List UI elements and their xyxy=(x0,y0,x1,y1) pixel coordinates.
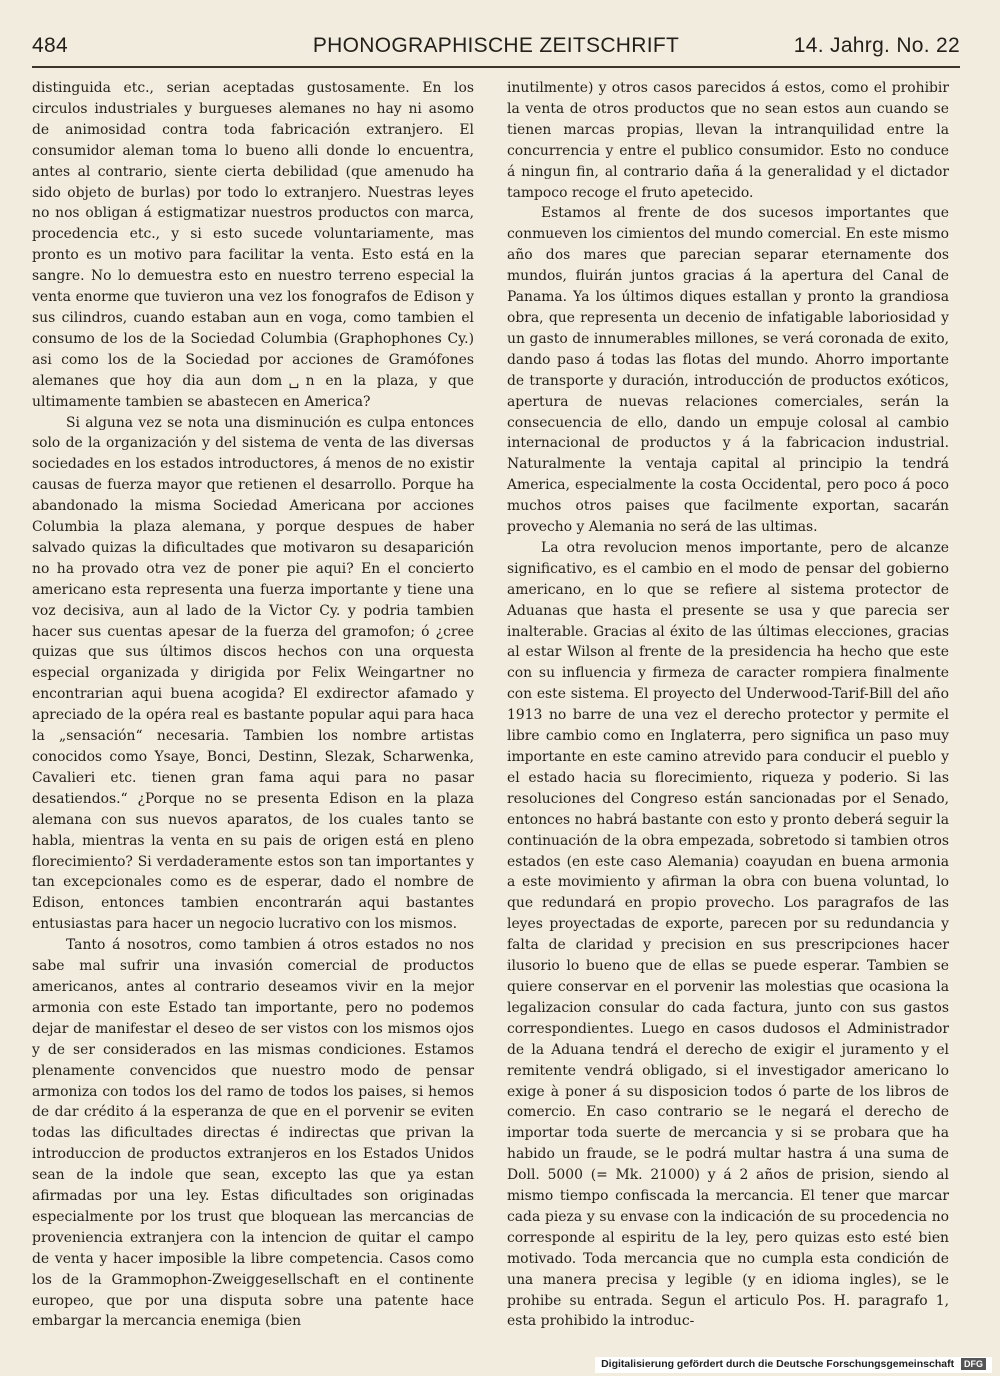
issue-label: 14. Jahrg. No. 22 xyxy=(793,34,960,57)
credit-text: Digitalisierung gefördert durch die Deutsche Forschungsgemeinschaft xyxy=(601,1358,955,1370)
journal-title: PHONOGRAPHISCHE ZEITSCHRIFT xyxy=(312,34,680,57)
right-column xyxy=(507,78,949,1330)
running-header xyxy=(32,34,960,64)
header-rule xyxy=(32,66,960,68)
paragraph: La otra revolucion menos importante, pero de alcanze significativo, es el cambio en el modo de pensar del gobierno americano, en lo que se refiere al sistema protector de Aduanas que hasta el presente se usa y que parecia ser inalterable. Gracias al éxito de las últimas elecciones, gracias al estar Wilson al frente de la presidencia ha hecho que este con su influencia y firmeza de caracter rompiera finalmente con este sistema. El proyecto del Underwood-Tarif-Bill del año 1913 no barre de una vez el derecho protector y permite el libre cambio como en Inglaterra, pero significa un paso muy importante en este camino atrevido para conducir el pueblo y el estado hacia su florecimiento, riqueza y poderio. Si las resoluciones del Congreso están sancionadas por el Senado, entonces no habrá bastante con esto y pronto deberá seguir la continuación de la obra empezada, sobretodo si tambien otros estados (en este caso Alemania) coayudan en buena armonia a este movimiento y afirman la obra con buena voluntad, lo que redundará en propio provecho. Los paragrafos de las leyes proyectadas de exporte, parecen por su redundancia y falta de claridad y precision en sus prescripciones hacer ilusorio lo bueno que de ellas se puede esperar. Tambien se quiere conservar en el porvenir las molestias que ocasiona la legalizacion consular do cada factura, junto con sus gastos correspondientes. Luego en casos dudosos el Administrador de la Aduana tendrá el derecho de exigir el juramento y el remitente vendrá obligado, si el investigador americano lo exige à poner á su disposicion todos ó parte de los libros de comercio. En caso contrario se le negará el derecho de importar toda suerte de mercancia y si se probara que ha habido un fraude, se le podrá multar hastra á una suma de Doll. 5000 (= Mk. 21000) y á 2 años de prision, siendo al mismo tiempo confiscada la mercancia. El tener que marcar cada pieza y su envase con la indicación de su procedencia no corresponde al espiritu de la ley, pero quizas esto esté bien motivado. Toda mercancia que no cumpla esta condición de una manera precisa y legible (y en idioma ingles), se le prohibe su entrada. Segun el articulo Pos. H. paragrafo 1, esta prohibido la introduc- xyxy=(507,539,949,1330)
page-number: 484 xyxy=(32,34,68,57)
paragraph: distinguida etc., serian aceptadas gustosamente. En los circulos industriales y burgueses alemanes no hay ni asomo de animosidad contra toda fabricación extranjero. El consumidor aleman toma lo bueno alli donde lo encuentra, antes al contrario, siente cierta debilidad (que amenudo ha sido objeto de burlas) por todo lo extranjero. Nuestras leyes no nos obligan á estigmatizar nuestros productos con marca, procedencia etc., y si esto sucede voluntariamente, mas pronto es un motivo para facilitar la venta. Esto está en la sangre. No lo demuestra esto en nuestro terreno especial la venta enorme que tuvieron una vez los fonografos de Edison y sus cilindros, cuando estaban aun en voga, como tambien el consumo de los de la Sociedad Columbia (Graphophones Cy.) asi como los de la Sociedad por acciones de Gramófones alemanes que hoy dia aun dom␣n en la plaza, y que ultimamente tambien se abastecen en America? xyxy=(32,80,474,410)
digitization-credit xyxy=(595,1357,992,1373)
paragraph: Tanto á nosotros, como tambien á otros estados no nos sabe mal sufrir una invasión comercial de productos americanos, antes al contrario deseamos vivir en la mejor armonia con este Estado tan importante, pero no podemos dejar de manifestar el deseo de ser vistos con los mismos ojos y de ser considerados en las mismas condiciones. Estamos plenamente convencidos que nuestro modo de pensar armoniza con todos los del ramo de todos los paises, si hemos de dar crédito á la esperanza de que en el porvenir se eviten todas las dificultades directas é indirectas que privan la introduccion de productos extranjeros en los Estados Unidos sean de la indole que sean, excepto las que ya estan afirmadas por una ley. Estas dificultades son originadas especialmente por los trust que bloquean las mercancias de proveniencia extranjera con la intencion de quitar el campo de venta y hacer imposible la libre competencia. Casos como los de la Grammophon-Zweiggesellschaft en el continente europeo, que por una disputa sobre una patente hace embargar la mercancia enemiga (bien xyxy=(32,937,474,1330)
left-column xyxy=(32,78,474,1330)
paragraph: Estamos al frente de dos sucesos importantes que conmueven los cimientos del mundo comercial. En este mismo año dos mares que parecian separar eternamente dos mundos, fluirán juntos gracias á la apertura del Canal de Panama. Ya los últimos diques estallan y pronto la grandiosa obra, que representa un decenio de infatigable laboriosidad y un gasto de innumerables millones, se verá coronada de exito, dando paso á todas las flotas del mundo. Ahorro importante de transporte y duración, introducción de productos exóticos, apertura de nuevas relaciones comerciales, serán la consecuencia de ello, dando un empuje colosal al cambio internacional de productos y á la fabricacion industrial. Naturalmente la ventaja capital al principio la tendrá America, especialmente la costa Occidental, pero poco á poco muchos otros paises que facilmente exportan, sacarán provecho y Alemania no será de las ultimas. xyxy=(507,205,949,536)
paragraph: inutilmente) y otros casos parecidos á estos, como el prohibir la venta de otros productos que no sean estos aun cuando se tienen marcas propias, llevan la intranquilidad entre la concurrencia y entre el publico consumidor. Esto no conduce á ningun fin, al contrario daña á la generalidad y el dictador tampoco recoge el fruto apetecido. xyxy=(507,80,949,201)
dfg-logo: DFG xyxy=(961,1358,986,1370)
paragraph: Si alguna vez se nota una disminución es culpa entonces solo de la organización y del sistema de venta de las diversas sociedades en los estados introductores, á menos de no existir causas de fuerza mayor que retienen el desarrollo. Porque ha abandonado la misma Sociedad Americana por acciones Columbia la plaza alemana, y porque despues de haber salvado quizas la dificultades que motivaron su desaparición no ha provado otra vez de poner pie aqui? En el concierto americano esta representa una fuerza importante y tiene una voz decisiva, aun al lado de la Victor Cy. y podria tambien hacer sus cuentas apesar de la fuerza del gramofon; ó ¿cree quizas que sus últimos discos hechos con una orquesta especial organizada y dirigida por Felix Weingartner no encontrarian aqui buena acogida? El exdirector afamado y apreciado de la opéra real es bastante popular aqui para haca la „sensación“ necesaria. Tambien los nombre artistas conocidos como Ysaye, Bonci, Destinn, Slezak, Scharwenka, Cavalieri etc. tienen gran fama aqui para no pasar desatiendos.“ ¿Porque no se presenta Edison en la plaza alemana con sus nuevos aparatos, de los cuales tanto se habla, mientras la venta en su pais de origen está en pleno florecimiento? Si verdaderamente estos son tan importantes y tan excepcionales como es de esperar, dado el nombre de Edison, entonces tambien encontrarán aqui bastantes entusiastas para hacer un negocio lucrativo con los mismos. xyxy=(32,414,474,933)
